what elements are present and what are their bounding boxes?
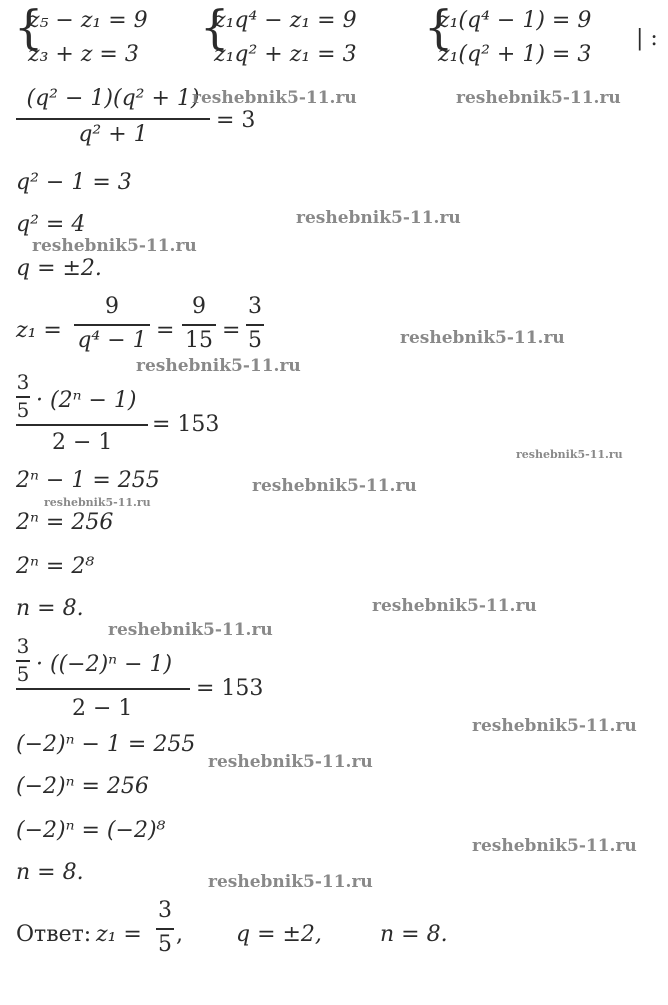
equals-sign: = — [222, 318, 241, 343]
watermark: reshebnik5-11.ru — [400, 328, 565, 348]
answer-label: Ответ: — [16, 922, 92, 947]
sum2-coef-numerator: 3 — [16, 634, 30, 658]
step1-fraction — [16, 88, 210, 152]
fraction-bar — [182, 324, 216, 326]
sum2-main-bar — [16, 688, 190, 690]
watermark: reshebnik5-11.ru — [372, 596, 537, 616]
watermark: reshebnik5-11.ru — [472, 716, 637, 736]
answer-n: n = 8. — [380, 922, 448, 947]
equation-line: 2ⁿ = 256 — [16, 510, 114, 535]
sum2-denominator: 2 − 1 — [72, 696, 133, 721]
watermark: reshebnik5-11.ru — [456, 88, 621, 108]
equation-line: q = ±2. — [16, 256, 102, 281]
z1-fraction-2 — [182, 296, 216, 360]
equals-sign: = — [156, 318, 175, 343]
answer-z1: z₁ = — [96, 922, 142, 947]
fraction-bar — [74, 324, 150, 326]
sum1-coef-denominator: 5 — [16, 398, 30, 422]
fraction-bar — [246, 324, 264, 326]
answer-q: q = ±2, — [236, 922, 322, 947]
equation-line: 2ⁿ = 2⁸ — [16, 554, 95, 579]
sum1-denominator: 2 − 1 — [52, 430, 113, 455]
z1-fraction-3-numerator: 3 — [248, 294, 262, 319]
sum1-main-bar — [16, 424, 148, 426]
sum1-coef-numerator: 3 — [16, 370, 30, 394]
sum2-rhs: = 153 — [196, 676, 264, 701]
watermark: reshebnik5-11.ru — [472, 836, 637, 856]
equation-line: 2ⁿ − 1 = 255 — [16, 468, 160, 493]
watermark: reshebnik5-11.ru — [108, 620, 273, 640]
z1-fraction-1-numerator: 9 — [105, 294, 119, 319]
watermark: reshebnik5-11.ru — [516, 448, 623, 461]
z1-fraction-1-denominator: q⁴ − 1 — [77, 328, 147, 353]
equation-line: (−2)ⁿ − 1 = 255 — [16, 732, 196, 757]
watermark: reshebnik5-11.ru — [44, 496, 151, 509]
watermark: reshebnik5-11.ru — [32, 236, 197, 256]
equation-line: n = 8. — [16, 860, 84, 885]
z1-fraction-3-denominator: 5 — [248, 328, 262, 353]
answer-z1-denominator: 5 — [158, 932, 172, 957]
divide-mark: | : — [636, 26, 658, 51]
watermark: reshebnik5-11.ru — [296, 208, 461, 228]
sum2-coef-fraction — [16, 636, 30, 692]
system-2-brace: { — [200, 0, 230, 54]
z1-fraction-1 — [74, 296, 150, 360]
watermark: reshebnik5-11.ru — [208, 872, 373, 892]
system-1-row-2: z₃ + z = 3 — [28, 42, 139, 67]
system-2-row-2: z₁q² + z₁ = 3 — [214, 42, 357, 67]
answer-comma: , — [176, 922, 183, 947]
step1-numerator: (q² − 1)(q² + 1) — [26, 86, 200, 111]
watermark: reshebnik5-11.ru — [136, 356, 301, 376]
sum2-numerator-rest: · ((−2)ⁿ − 1) — [36, 652, 173, 677]
watermark: reshebnik5-11.ru — [208, 752, 373, 772]
equation-line: q² − 1 = 3 — [16, 170, 132, 195]
equation-line: q² = 4 — [16, 212, 86, 237]
system-1-row-1: z₅ − z₁ = 9 — [28, 8, 148, 33]
fraction-bar — [16, 118, 210, 120]
answer-z1-numerator: 3 — [158, 898, 172, 923]
answer-z1-fraction — [156, 900, 174, 964]
system-3-brace: { — [424, 0, 454, 54]
equation-line: (−2)ⁿ = (−2)⁸ — [16, 818, 166, 843]
sum1-coef-fraction — [16, 372, 30, 428]
z1-lhs: z₁ = — [16, 318, 62, 343]
fraction-bar — [156, 928, 174, 930]
step1-rhs: = 3 — [216, 108, 256, 133]
system-3-row-1: z₁(q⁴ − 1) = 9 — [438, 8, 592, 33]
sum2-coef-denominator: 5 — [16, 662, 30, 686]
sum1-numerator-rest: · (2ⁿ − 1) — [36, 388, 137, 413]
step1-denominator: q² + 1 — [78, 122, 148, 147]
system-3-row-2: z₁(q² + 1) = 3 — [438, 42, 592, 67]
watermark: reshebnik5-11.ru — [252, 476, 417, 496]
z1-fraction-3 — [246, 296, 264, 360]
z1-fraction-2-denominator: 15 — [185, 328, 213, 353]
watermark: reshebnik5-11.ru — [192, 88, 357, 108]
system-1-brace: { — [14, 0, 44, 54]
equation-line: (−2)ⁿ = 256 — [16, 774, 149, 799]
z1-fraction-2-numerator: 9 — [192, 294, 206, 319]
system-2-row-1: z₁q⁴ − z₁ = 9 — [214, 8, 357, 33]
sum1-rhs: = 153 — [152, 412, 220, 437]
equation-line: n = 8. — [16, 596, 84, 621]
